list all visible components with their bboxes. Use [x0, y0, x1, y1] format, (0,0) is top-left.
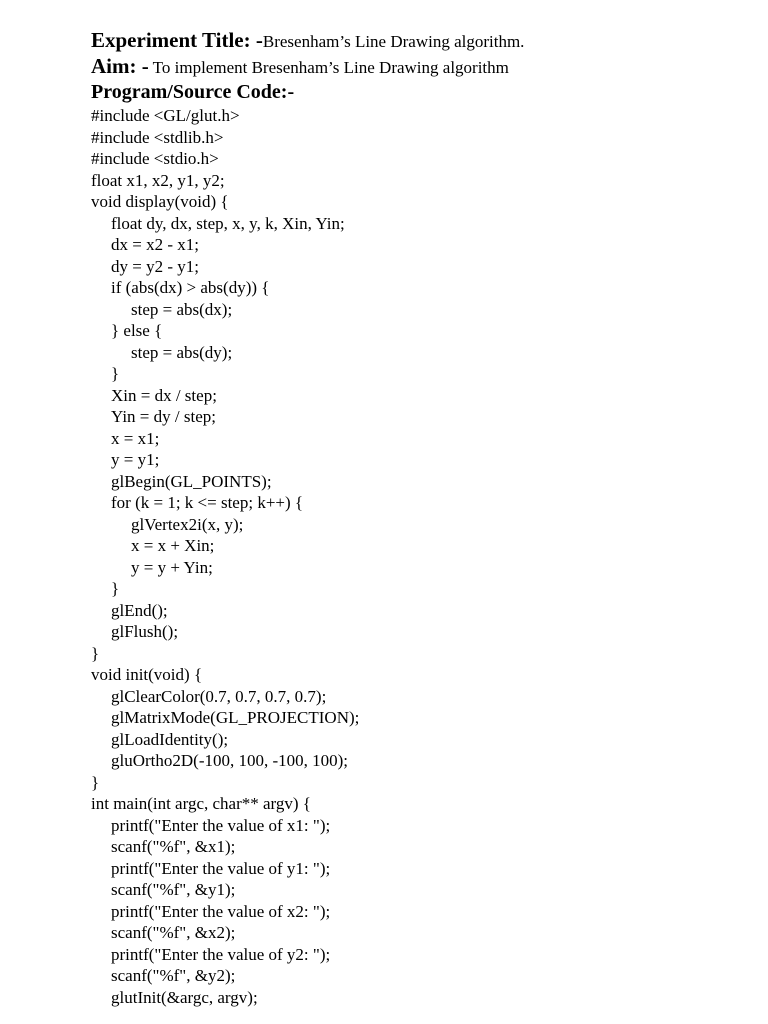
- code-line: for (k = 1; k <= step; k++) {: [111, 493, 304, 512]
- code-line: printf("Enter the value of y1: ");: [111, 858, 331, 878]
- code-line: glLoadIdentity();: [111, 729, 229, 749]
- experiment-title-line: [91, 28, 751, 54]
- code-line: x = x1;: [111, 428, 160, 448]
- code-heading: Program/Source Code:-: [91, 81, 295, 103]
- code-line: glBegin(GL_POINTS);: [111, 471, 272, 491]
- code-line: scanf("%f", &x1);: [111, 837, 236, 856]
- code-line: y = y1;: [111, 450, 160, 469]
- code-line: #include <stdlib.h>: [91, 127, 224, 147]
- code-line: dx = x2 - x1;: [111, 235, 199, 254]
- code-line: step = abs(dx);: [131, 299, 233, 319]
- document-page: [91, 28, 751, 1008]
- code-line: dy = y2 - y1;: [111, 256, 199, 276]
- code-line: Xin = dx / step;: [111, 385, 217, 405]
- aim-label: Aim: -: [91, 54, 149, 78]
- code-line: gluOrtho2D(-100, 100, -100, 100);: [111, 751, 349, 770]
- aim-value: To implement Bresenham’s Line Drawing algorithm: [148, 58, 509, 77]
- code-line: void display(void) {: [91, 192, 229, 211]
- aim-line: [91, 54, 751, 80]
- code-line: glFlush();: [111, 622, 179, 641]
- code-line: glMatrixMode(GL_PROJECTION);: [111, 708, 360, 727]
- code-line: }: [111, 579, 120, 598]
- code-line: }: [91, 772, 100, 792]
- code-line: printf("Enter the value of y2: ");: [111, 944, 331, 964]
- code-line: y = y + Yin;: [131, 557, 213, 577]
- code-line: printf("Enter the value of x2: ");: [111, 901, 331, 921]
- code-line: if (abs(dx) > abs(dy)) {: [111, 278, 270, 297]
- code-line: scanf("%f", &y1);: [111, 880, 236, 899]
- experiment-title-value: Bresenham’s Line Drawing algorithm.: [262, 32, 525, 51]
- code-line: #include <stdio.h>: [91, 149, 219, 168]
- code-line: }: [111, 364, 120, 383]
- experiment-title-label: Experiment Title: -: [91, 28, 263, 52]
- code-line: x = x + Xin;: [131, 536, 215, 555]
- source-code-block: [91, 105, 751, 1008]
- code-line: scanf("%f", &x2);: [111, 923, 236, 942]
- code-line: int main(int argc, char** argv) {: [91, 794, 311, 813]
- code-line: } else {: [111, 321, 163, 340]
- code-line: scanf("%f", &y2);: [111, 966, 236, 985]
- code-line: float dy, dx, step, x, y, k, Xin, Yin;: [111, 213, 345, 233]
- code-line: step = abs(dy);: [131, 342, 233, 362]
- code-line: glutInit(&argc, argv);: [111, 987, 258, 1007]
- code-line: #include <GL/glut.h>: [91, 106, 240, 125]
- code-line: }: [91, 643, 100, 663]
- code-line: void init(void) {: [91, 665, 203, 684]
- code-line: Yin = dy / step;: [111, 407, 216, 426]
- code-line: float x1, x2, y1, y2;: [91, 170, 225, 190]
- code-line: glClearColor(0.7, 0.7, 0.7, 0.7);: [111, 686, 327, 706]
- code-heading-line: [91, 80, 751, 104]
- code-line: glEnd();: [111, 600, 168, 620]
- code-line: printf("Enter the value of x1: ");: [111, 815, 331, 835]
- code-line: glVertex2i(x, y);: [131, 514, 244, 534]
